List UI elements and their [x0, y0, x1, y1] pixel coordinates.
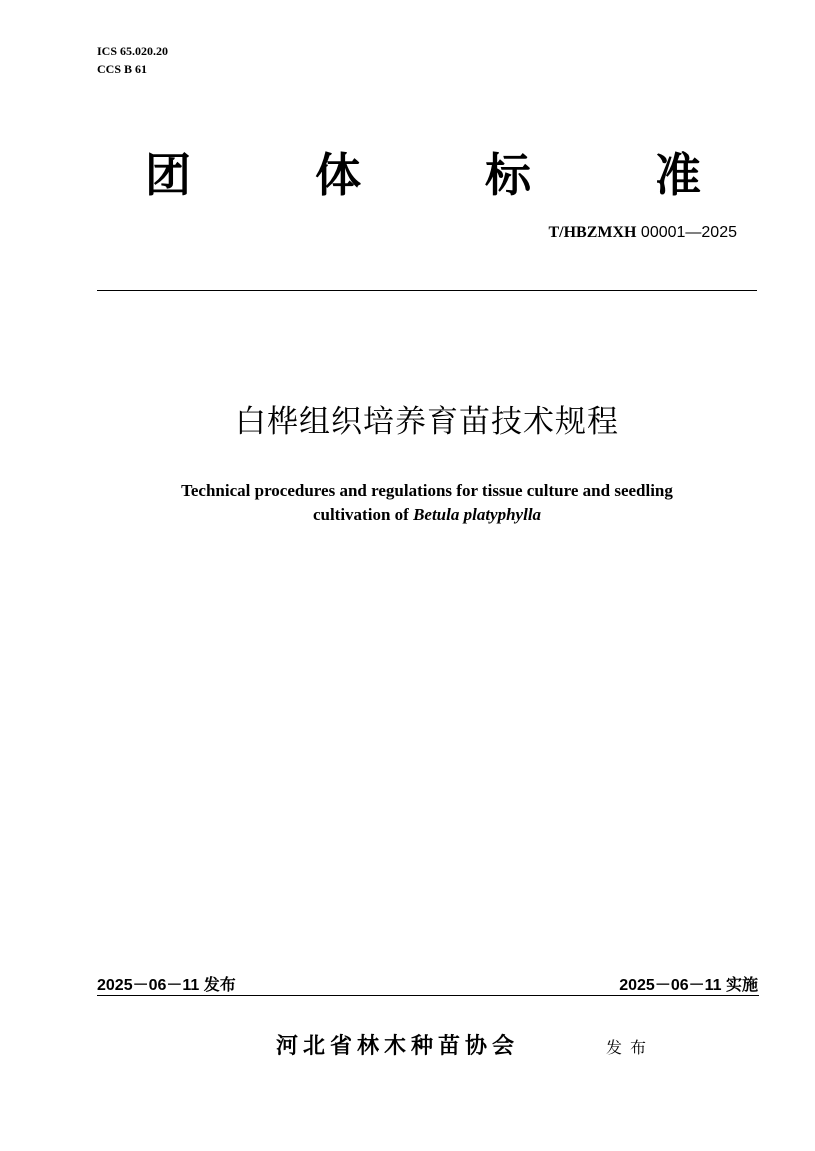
english-title-prefix: cultivation of	[312, 505, 414, 524]
standard-type-char: 标	[485, 148, 531, 202]
ics-code: ICS 65.020.20	[97, 44, 169, 58]
english-title-line-2	[97, 503, 757, 527]
english-title-line-1: Technical procedures and regulations for tissue culture and seedling	[181, 481, 673, 500]
english-title	[97, 479, 757, 527]
standard-code: T/HBZMXH	[548, 224, 637, 241]
classification-codes	[97, 42, 168, 78]
ccs-code: CCS B 61	[97, 62, 148, 76]
chinese-title: 白桦组织培养育苗技术规程	[235, 404, 619, 440]
standard-type-heading	[97, 140, 757, 210]
standard-serial: 00001—2025	[636, 224, 737, 241]
implementation-date: 2025－06－11 实施	[619, 977, 758, 994]
publisher-name: 河北省林木种苗协会	[276, 1034, 520, 1059]
bottom-divider	[97, 995, 759, 996]
publish-label: 发布	[606, 1038, 655, 1057]
standard-type-char: 准	[655, 148, 701, 202]
standard-type-char: 体	[315, 148, 361, 202]
standard-number	[548, 222, 737, 244]
issue-date: 2025－06－11 发布	[97, 977, 236, 994]
top-divider	[97, 290, 757, 291]
standard-type-char: 团	[145, 148, 191, 202]
species-name: Betula platyphylla	[413, 505, 542, 524]
